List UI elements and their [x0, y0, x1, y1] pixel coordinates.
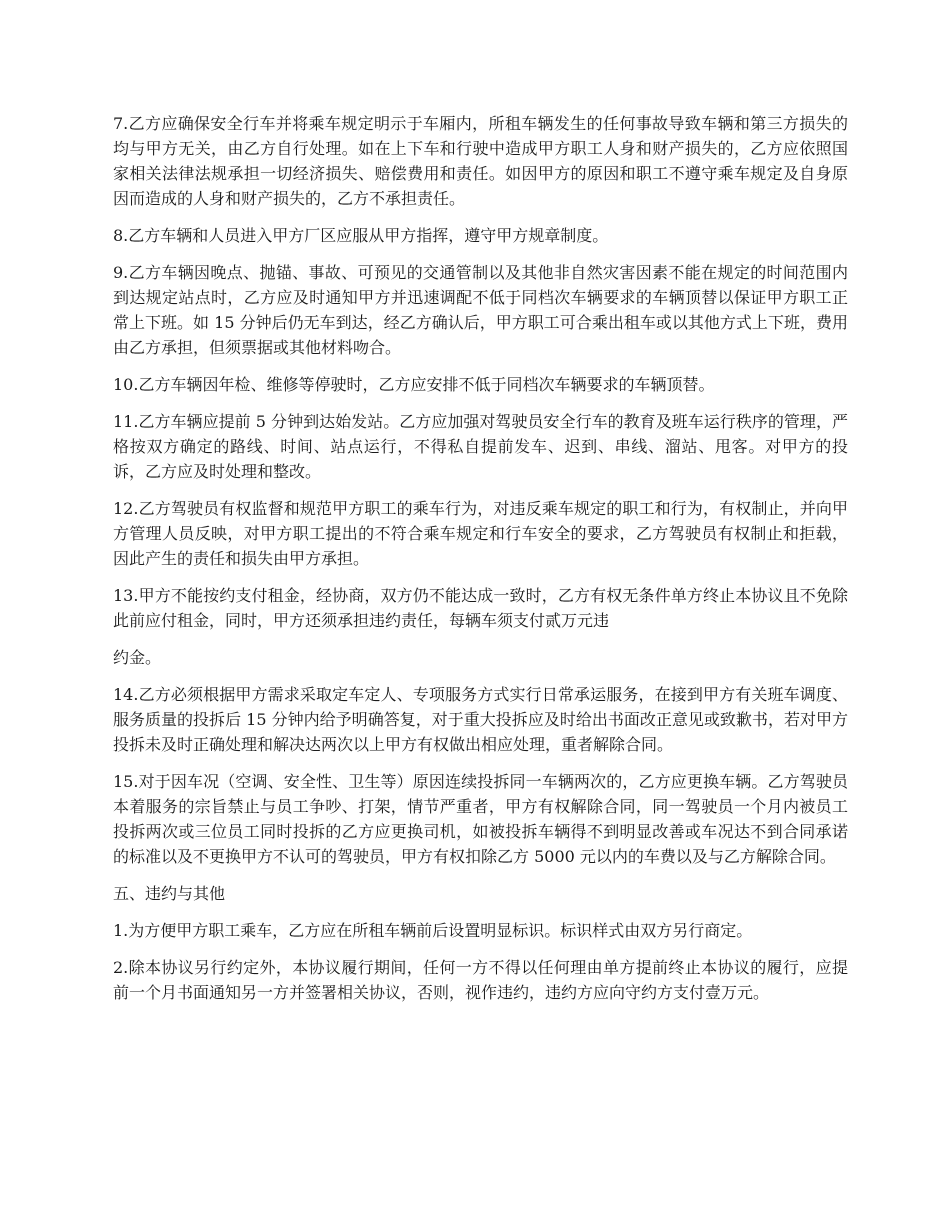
clause-11: 11.乙方车辆应提前 5 分钟到达始发站。乙方应加强对驾驶员安全行车的教育及班车运行秩序的管理，严格按双方确定的路线、时间、站点运行，不得私自提前发车、迟到、串线、溜站、甩客。对甲方的投诉，乙方应及时处理和整改。 — [113, 412, 848, 481]
document-page — [113, 111, 848, 1017]
clause-9: 9.乙方车辆因晚点、抛锚、事故、可预见的交通管制以及其他非自然灾害因素不能在规定的时间范围内到达规定站点时，乙方应及时通知甲方并迅速调配不低于同档次车辆要求的车辆顶替以保证甲方职工正常上下班。如 15 分钟后仍无车到达，经乙方确认后，甲方职工可合乘出租车或以其他方式上下班，费用由乙方承担，但须票据或其他材料吻合。 — [113, 263, 848, 357]
breach-clause-2: 2.除本协议另行约定外，本协议履行期间，任何一方不得以任何理由单方提前终止本协议的履行，应提前一个月书面通知另一方并签署相关协议，否则，视作违约，违约方应向守约方支付壹万元。 — [113, 958, 848, 1002]
clause-13: 13.甲方不能按约支付租金，经协商，双方仍不能达成一致时，乙方有权无条件单方终止本协议且不免除此前应付租金，同时，甲方还须承担违约责任，每辆车须支付贰万元违 — [113, 586, 848, 630]
clause-8: 8.乙方车辆和人员进入甲方厂区应服从甲方指挥，遵守甲方规章制度。 — [113, 226, 609, 245]
clause-14: 14.乙方必须根据甲方需求采取定车定人、专项服务方式实行日常承运服务，在接到甲方有关班车调度、服务质量的投拆后 15 分钟内给予明确答复，对于重大投拆应及时给出书面改正意见或致歉书，若对甲方投拆未及时正确处理和解决达两次以上甲方有权做出相应处理，重者解除合同。 — [113, 685, 848, 754]
breach-clause-1: 1.为方便甲方职工乘车，乙方应在所租车辆前后设置明显标识。标识样式由双方另行商定。 — [113, 921, 753, 940]
clause-12: 12.乙方驾驶员有权监督和规范甲方职工的乘车行为，对违反乘车规定的职工和行为，有权制止，并向甲方管理人员反映，对甲方职工提出的不符合乘车规定和行车安全的要求，乙方驾驶员有权制止和拒载，因此产生的责任和损失由甲方承担。 — [113, 499, 848, 568]
section-heading-breach: 五、违约与其他 — [113, 884, 226, 903]
clause-7: 7.乙方应确保安全行车并将乘车规定明示于车厢内，所租车辆发生的任何事故导致车辆和第三方损失的均与甲方无关，由乙方自行处理。如在上下车和行驶中造成甲方职工人身和财产损失的，乙方应依照国家相关法律法规承担一切经济损失、赔偿费用和责任。如因甲方的原因和职工不遵守乘车规定及自身原因而造成的人身和财产损失的，乙方不承担责任。 — [113, 114, 848, 208]
clause-10: 10.乙方车辆因年检、维修等停驶时，乙方应安排不低于同档次车辆要求的车辆顶替。 — [113, 375, 715, 394]
clause-15: 15.对于因车况（空调、安全性、卫生等）原因连续投拆同一车辆两次的，乙方应更换车辆。乙方驾驶员本着服务的宗旨禁止与员工争吵、打架，情节严重者，甲方有权解除合同，同一驾驶员一个月内被员工投拆两次或三位员工同时投拆的乙方应更换司机，如被投拆车辆得不到明显改善或车况达不到合同承诺的标准以及不更换甲方不认可的驾驶员，甲方有权扣除乙方 5000 元以内的车费以及与乙方解除合同。 — [113, 772, 848, 866]
clause-13-continuation: 约金。 — [113, 648, 162, 667]
